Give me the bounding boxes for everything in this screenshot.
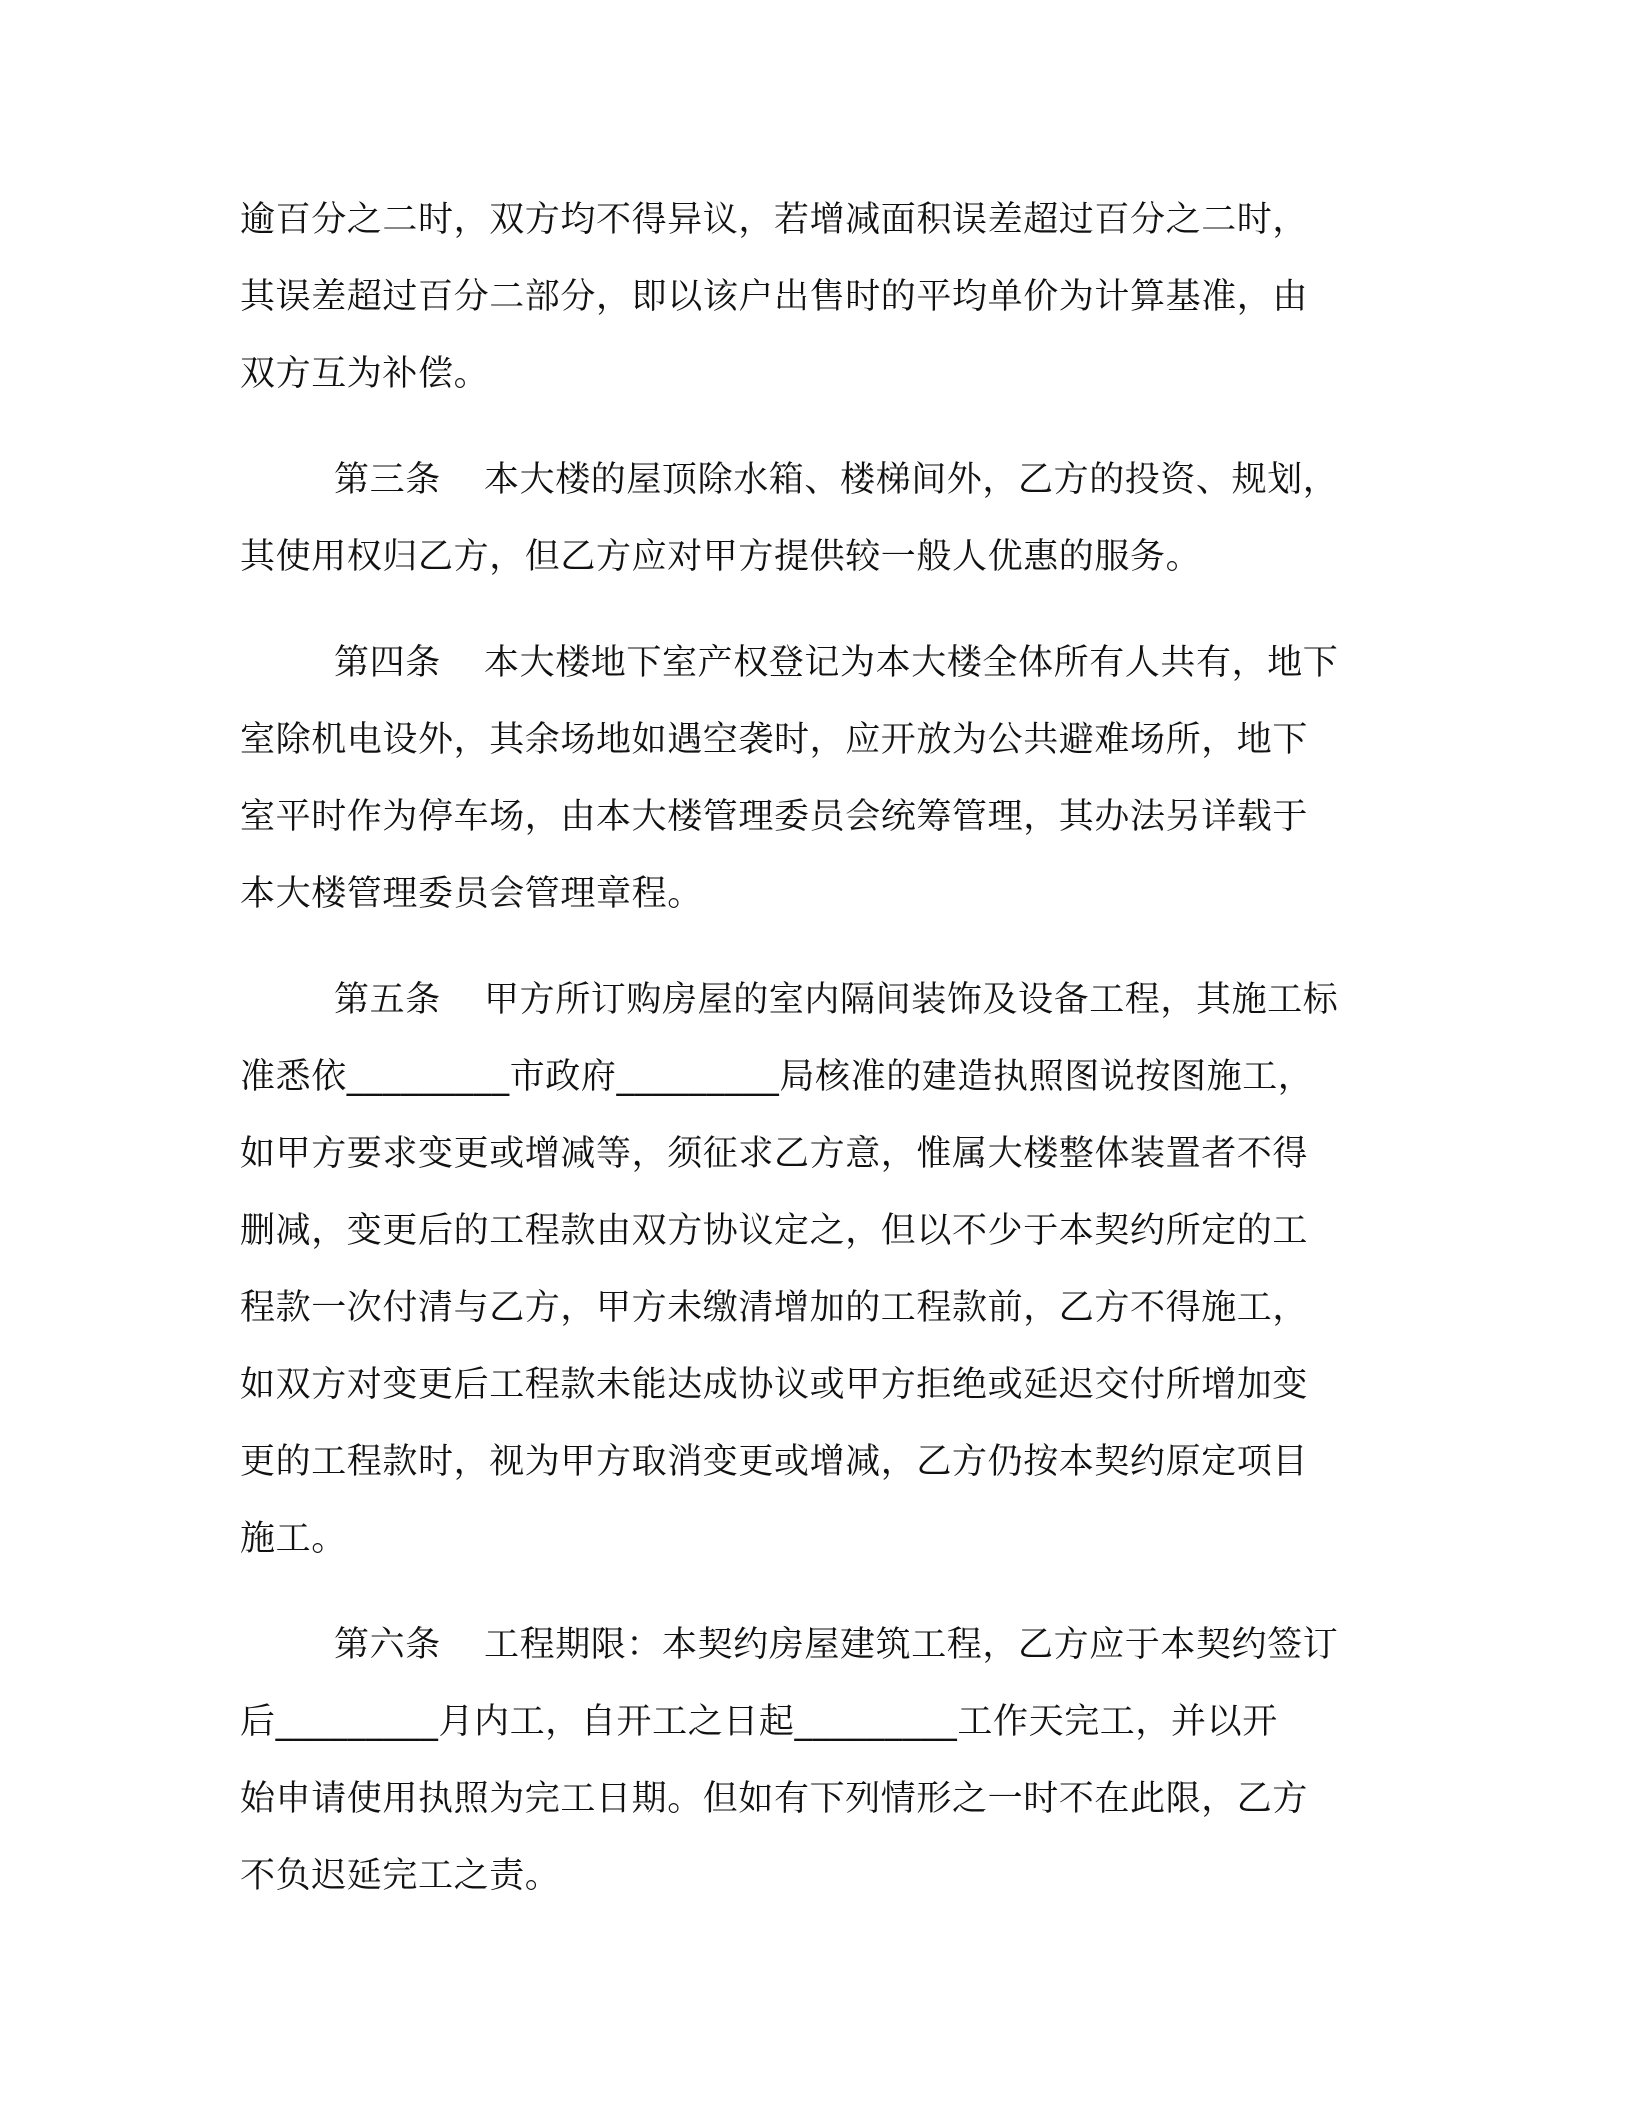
text-line: 逾百分之二时，双方均不得异议，若增减面积误差超过百分之二时， (240, 200, 1309, 240)
article-number: 第三条 (334, 460, 441, 500)
text-line: 始申请使用执照为完工日期。但如有下列情形之一时不在此限，乙方 (240, 1779, 1309, 1819)
text-line: 其使用权归乙方，但乙方应对甲方提供较一般人优惠的服务。 (240, 537, 1202, 577)
article-number: 第四条 (334, 643, 441, 683)
document-body (240, 182, 1400, 1944)
article-text: 工程期限：本契约房屋建筑工程，乙方应于本契约签订 (484, 1625, 1339, 1665)
article-text: 甲方所订购房屋的室内隔间装饰及设备工程，其施工标 (484, 980, 1339, 1020)
article-number: 第六条 (334, 1625, 441, 1665)
article-5 (240, 962, 1400, 1578)
text-line (240, 962, 1400, 1039)
article-3 (240, 442, 1400, 596)
text-line: 其误差超过百分二部分，即以该户出售时的平均单价为计算基准，由 (240, 277, 1309, 317)
text-line: 室平时作为停车场，由本大楼管理委员会统筹管理，其办法另详载于 (240, 797, 1309, 837)
text-line (240, 442, 1400, 519)
text-line (240, 625, 1400, 702)
text-line: 准悉依_________市政府_________局核准的建造执照图说按图施工， (240, 1057, 1314, 1097)
article-6 (240, 1607, 1400, 1915)
article-text: 本大楼地下室产权登记为本大楼全体所有人共有，地下 (484, 643, 1339, 683)
text-line: 如甲方要求变更或增减等，须征求乙方意，惟属大楼整体装置者不得 (240, 1134, 1309, 1174)
text-line: 更的工程款时，视为甲方取消变更或增减，乙方仍按本契约原定项目 (240, 1442, 1309, 1482)
article-4 (240, 625, 1400, 933)
paragraph-area-tolerance (240, 182, 1400, 413)
text-line: 施工。 (240, 1519, 347, 1559)
article-text: 本大楼的屋顶除水箱、楼梯间外，乙方的投资、规划， (484, 460, 1339, 500)
text-line: 本大楼管理委员会管理章程。 (240, 874, 703, 914)
text-line: 后_________月内工，自开工之日起_________工作天完工，并以开 (240, 1702, 1278, 1742)
text-line: 如双方对变更后工程款未能达成协议或甲方拒绝或延迟交付所增加变 (240, 1365, 1309, 1405)
text-line: 不负迟延完工之责。 (240, 1856, 561, 1896)
text-line: 删减，变更后的工程款由双方协议定之，但以不少于本契约所定的工 (240, 1211, 1309, 1251)
text-line: 室除机电设外，其余场地如遇空袭时，应开放为公共避难场所，地下 (240, 720, 1309, 760)
article-number: 第五条 (334, 980, 441, 1020)
text-line (240, 1607, 1400, 1684)
text-line: 双方互为补偿。 (240, 354, 490, 394)
text-line: 程款一次付清与乙方，甲方未缴清增加的工程款前，乙方不得施工， (240, 1288, 1309, 1328)
